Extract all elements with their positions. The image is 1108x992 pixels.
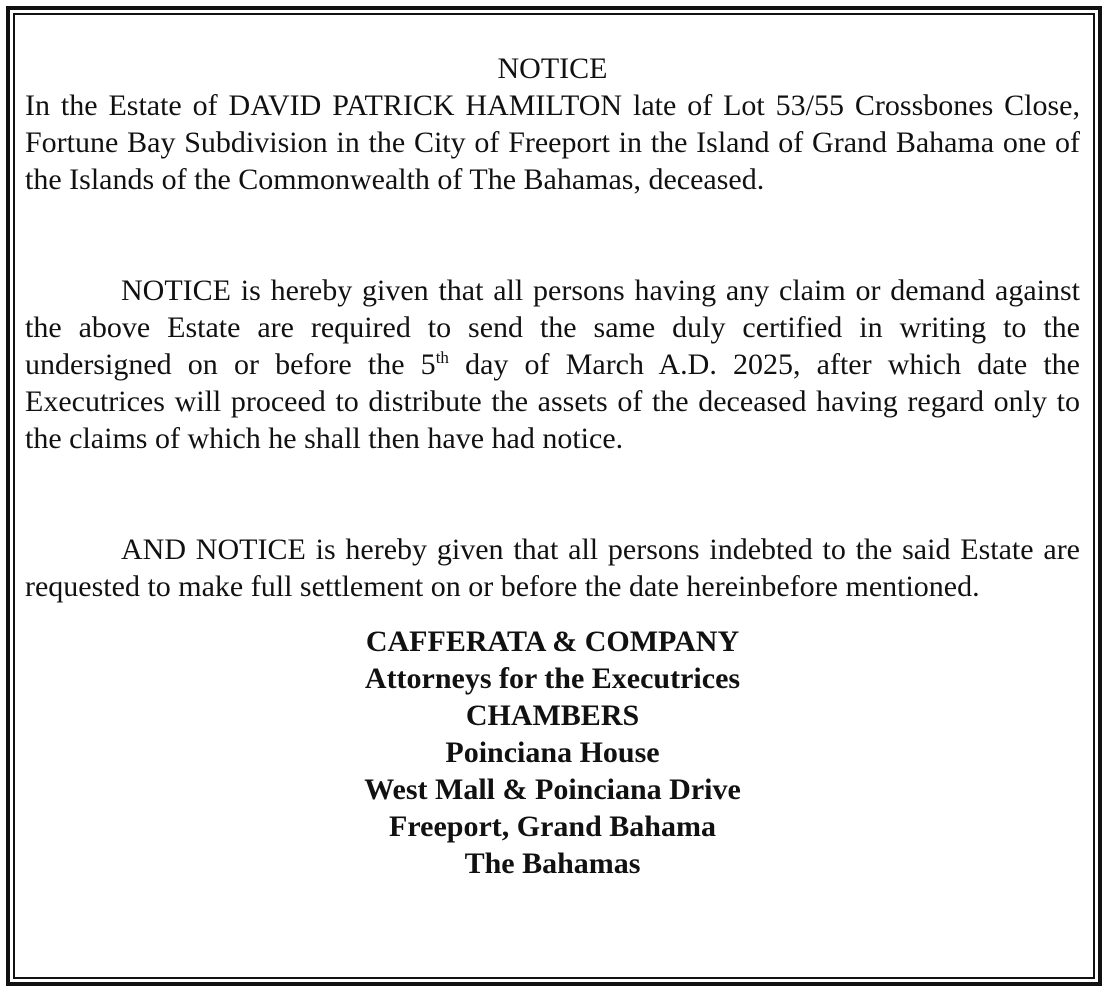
- attorney-role: Attorneys for the Executrices: [364, 662, 741, 695]
- street-address: West Mall & Poinciana Drive: [364, 773, 741, 806]
- indebted-paragraph: AND NOTICE is hereby given that all persons indebted to the said Estate are requested to make full settlement on or before the date hereinbefore mentioned.: [25, 533, 1080, 603]
- office-name: CHAMBERS: [465, 699, 640, 732]
- building-name: Poinciana House: [445, 736, 660, 769]
- spacer: [25, 198, 1080, 272]
- city-address: Freeport, Grand Bahama: [389, 810, 716, 843]
- notice-title: NOTICE: [497, 52, 608, 85]
- notice-content: [25, 50, 1080, 882]
- spacer: [25, 457, 1080, 531]
- signature-block: [25, 623, 1080, 882]
- claims-text-part1: NOTICE is hereby given that all persons having any claim or demand against the above Estate are required to send the same duly certified in writing to the undersigned on or before the 5: [25, 274, 1080, 381]
- spacer: [25, 605, 1080, 623]
- estate-paragraph: In the Estate of DAVID PATRICK HAMILTON late of Lot 53/55 Crossbones Close, Fortune Bay Subdivision in the City of Freeport in the Island of Grand Bahama one of the Islands of the Commonwealth of The Bahamas, deceased.: [25, 89, 1080, 196]
- country-address: The Bahamas: [464, 847, 641, 880]
- firm-name: CAFFERATA & COMPANY: [365, 625, 740, 658]
- claims-paragraph: [25, 272, 1080, 457]
- claims-text-part2: day of March A.D. 2025, after which date the Executrices will proceed to distribute the assets of the deceased having regard only to the claims of which he shall then have had notice.: [25, 348, 1081, 455]
- ordinal-superscript: th: [435, 348, 449, 367]
